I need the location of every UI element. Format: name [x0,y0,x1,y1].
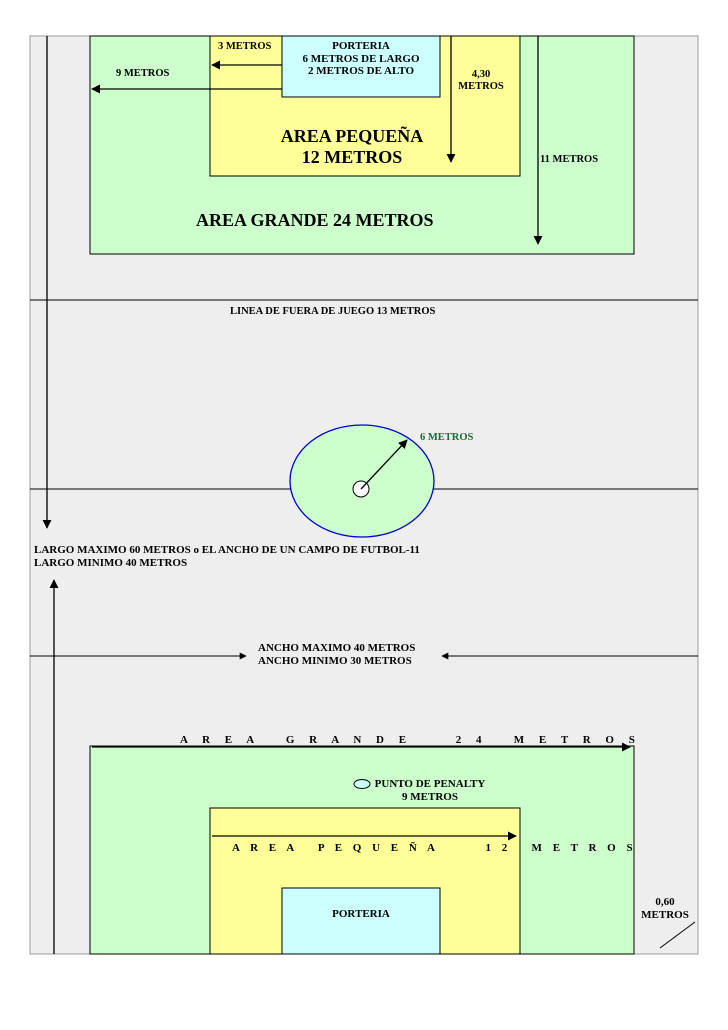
label-offside-line: LINEA DE FUERA DE JUEGO 13 METROS [230,306,436,317]
corner-unit: METROS [641,908,689,921]
length-min: LARGO MINIMO 40 METROS [34,556,188,569]
width-max: ANCHO MAXIMO 40 METROS [258,642,416,654]
label-width [258,642,415,667]
label-4-30-metros [452,69,510,93]
small-area-title: AREA PEQUEÑA [280,126,424,146]
bottom-goal [282,888,440,954]
label-corner [634,896,696,921]
corner-value: 0,60 [655,896,675,908]
penalty-distance: 9 METROS [402,790,458,803]
label-penalty [368,778,492,803]
small-area-depth: 4,30 [471,69,491,80]
label-area-grande-bottom: A R E A G R A N D E 2 4 M E T R O S [180,734,641,746]
label-center-radius: 6 METROS [420,432,474,443]
length-max: LARGO MAXIMO 60 METROS o EL ANCHO DE UN CAMPO DE FUTBOL-11 [34,544,420,556]
label-length [34,544,420,569]
width-min: ANCHO MINIMO 30 METROS [258,654,412,667]
small-area-depth-unit: METROS [458,81,504,93]
label-porteria-bottom: PORTERIA [332,908,390,920]
small-area-size: 12 METROS [301,146,403,167]
label-porteria-top [282,40,440,78]
label-3-metros: 3 METROS [218,41,272,52]
goal-line-2: 6 METROS DE LARGO [302,52,420,65]
goal-line-3: 2 METROS DE ALTO [307,65,415,78]
label-area-pequena-bottom: A R E A P E Q U E Ñ A 1 2 M E T R O S [232,842,637,854]
label-11-metros: 11 METROS [540,154,599,165]
goal-line-1: PORTERIA [332,40,390,52]
penalty-title: PUNTO DE PENALTY [374,778,486,790]
label-area-grande-top: AREA GRANDE 24 METROS [196,210,434,230]
label-area-pequena-top [246,126,458,167]
label-9-metros: 9 METROS [116,68,170,79]
